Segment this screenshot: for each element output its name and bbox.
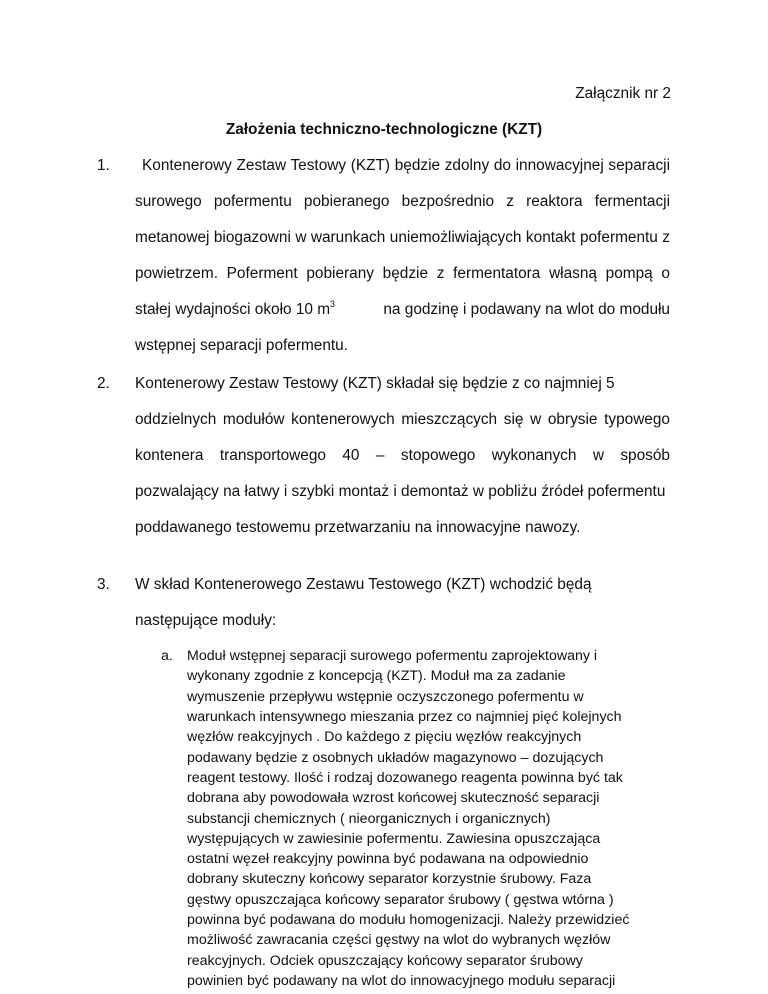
item-3-line: W skład Kontenerowego Zestawu Testowego (KZT) wchodzić będą <box>135 576 592 593</box>
item-2-number: 2. <box>97 375 110 392</box>
superscript-exponent: 3 <box>330 299 336 309</box>
item-1-line: wstępnej separacji pofermentu. <box>135 337 349 354</box>
sub-item-a-line: występujących w zawiesinie pofermentu. Zawiesina opuszczająca <box>187 830 601 847</box>
item-1-number: 1. <box>97 157 110 174</box>
sub-item-a-line: wymuszenie przepływu wstępnie oczyszczonego pofermentu w <box>187 688 584 705</box>
item-2-line: pozwalający na łatwy i szybki montaż i demontaż w pobliżu źródeł pofermentu <box>135 483 666 500</box>
sub-item-a-line: reagent testowy. Ilość i rodzaj dozowanego reagenta powinna być tak <box>187 769 623 786</box>
annex-label: Załącznik nr 2 <box>575 85 671 102</box>
item-1-line: metanowej biogazowni w warunkach uniemożliwiających kontakt pofermentu z <box>135 229 670 246</box>
sub-item-a-line: węzłów reakcyjnych . Do każdego z pięciu węzłów reakcyjnych <box>187 729 582 746</box>
item-2-line: oddzielnych modułów kontenerowych mieszczących się w obrysie typowego <box>135 411 670 428</box>
sub-item-a-line: powinien być podawany na wlot do innowacyjnego modułu separacji <box>187 973 616 989</box>
item-1-line: Kontenerowy Zestaw Testowy (KZT) będzie zdolny do innowacyjnej separacji <box>142 157 670 174</box>
sub-item-a-line: ostatni węzeł reakcyjny powinna być podawana na odpowiednio <box>187 851 589 868</box>
item-2-line: kontenera transportowego 40 – stopowego wykonanych w sposób <box>135 447 670 464</box>
sub-item-a-line: dobrany skuteczny końcowy separator korzystnie śrubowy. Faza <box>187 871 592 888</box>
sub-item-a-line: reakcyjnych. Odciek opuszczający końcowy separator śrubowy <box>187 952 583 969</box>
sub-item-a-line: możliwość zawracania części gęstwy na wlot do wybranych węzłów <box>187 932 611 949</box>
sub-item-a-line: gęstwy opuszczająca końcowy separator śrubowy ( gęstwa wtórna ) <box>187 891 614 908</box>
document-title: Założenia techniczno-technologiczne (KZT) <box>225 121 543 138</box>
item-1-line5-end: na godzinę i podawany na wlot do modułu <box>383 301 670 318</box>
sub-item-a-line: Moduł wstępnej separacji surowego pofermentu zaprojektowany i <box>187 648 598 664</box>
sub-item-a-line: warunkach intensywnego mieszania przez co najmniej pięć kolejnych <box>187 708 622 725</box>
item-1-line: powietrzem. Poferment pobierany będzie z fermentatora własną pompą o <box>135 265 670 282</box>
item-1-line: surowego pofermentu pobieranego bezpośrednio z reaktora fermentacji <box>135 193 670 210</box>
sub-item-a-letter: a. <box>161 648 173 664</box>
item-2-line: poddawanego testowemu przetwarzaniu na innowacyjne nawozy. <box>135 519 581 536</box>
item-2-line: Kontenerowy Zestaw Testowy (KZT) składał się będzie z co najmniej 5 <box>135 375 615 392</box>
sub-item-a-line: substancji chemicznych ( nieorganicznych i organicznych) <box>187 810 551 827</box>
item-3-line: następujące moduły: <box>135 612 277 629</box>
sub-item-a-line: podawany będzie z osobnych układów magazynowo – dozujących <box>187 749 604 766</box>
item-3-number: 3. <box>97 576 110 593</box>
item-1-line-with-unit <box>135 300 670 320</box>
sub-item-a-line: wykonany zgodnie z koncepcją (KZT). Moduł ma za zadanie <box>187 668 566 685</box>
sub-item-a-line: powinna być podawana do modułu homogenizacji. Należy przewidzieć <box>187 912 630 929</box>
sub-item-a-line: dobrana aby powodowała wzrost końcowej skuteczność separacji <box>187 790 600 807</box>
item-1-line5-start: stałej wydajności około 10 $m^3$ <box>135 299 336 318</box>
